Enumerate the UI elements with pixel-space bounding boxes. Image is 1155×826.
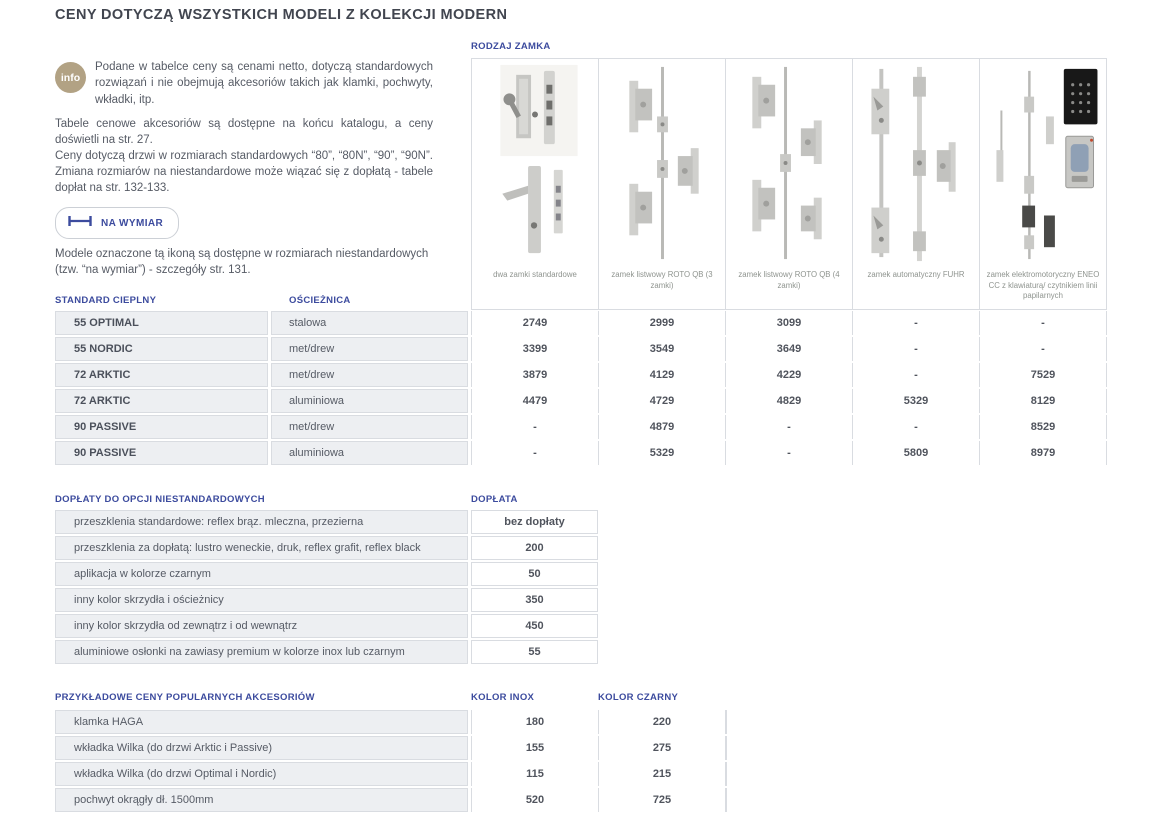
table-row: [55, 389, 1107, 413]
price-cell: 4229: [726, 363, 852, 387]
price-cell: 7529: [980, 363, 1106, 387]
two-standard-locks-image: [472, 59, 598, 267]
accessory-row: [55, 710, 727, 734]
price-cell: -: [853, 311, 979, 335]
accessory-label: wkładka Wilka (do drzwi Arktic i Passive): [55, 736, 468, 760]
price-cell: 4879: [599, 415, 725, 439]
accessories-header: PRZYKŁADOWE CENY POPULARNYCH AKCESORIÓW: [55, 692, 315, 703]
surcharge-row: [55, 640, 598, 664]
surcharge-row: [55, 614, 598, 638]
price-cell: 2749: [472, 311, 598, 335]
surcharge-value: 50: [471, 562, 598, 586]
lock-type-header: RODZAJ ZAMKA: [471, 41, 551, 52]
surcharges-table: [55, 510, 598, 666]
frame-cell: met/drew: [271, 415, 468, 439]
surcharge-row: [55, 588, 598, 612]
thermal-standard-header: STANDARD CIEPLNY: [55, 295, 157, 306]
price-cell: 8129: [980, 389, 1106, 413]
note-accessories: Tabele cenowe akcesoriów są dostępne na końcu katalogu, a ceny doświetli na str. 27.: [55, 118, 433, 147]
accessory-row: [55, 736, 727, 760]
price-cell: -: [853, 363, 979, 387]
price-cell: 3549: [599, 337, 725, 361]
surcharge-label: przeszklenia standardowe: reflex brąz. mleczna, przezierna: [55, 510, 468, 534]
accessory-label: klamka HAGA: [55, 710, 468, 734]
accessory-price-inox: 180: [472, 710, 598, 734]
price-cell: -: [853, 337, 979, 361]
price-cell: -: [472, 441, 598, 465]
surcharge-value-header: DOPŁATA: [471, 494, 518, 505]
model-cell: 55 OPTIMAL: [55, 311, 268, 335]
color-black-header: KOLOR CZARNY: [598, 692, 679, 703]
lock-caption: zamek listwowy ROTO QB (3 zamki): [611, 270, 713, 290]
lock-column-fuhr: [853, 59, 979, 309]
surcharge-row: [55, 536, 598, 560]
price-cell: -: [472, 415, 598, 439]
price-cell: 4479: [472, 389, 598, 413]
lock-column-eneo: [980, 59, 1106, 309]
main-price-table: [55, 311, 1107, 467]
lock-caption: dwa zamki standardowe: [493, 270, 577, 279]
accessories-table: [55, 710, 727, 814]
roto-4-locks-image: [726, 59, 852, 267]
accessory-price-inox: 115: [472, 762, 598, 786]
price-cell: 2999: [599, 311, 725, 335]
fuhr-automatic-lock-image: [853, 59, 979, 267]
page-title: CENY DOTYCZĄ WSZYSTKICH MODELI Z KOLEKCJI MODERN: [55, 7, 508, 23]
price-cell: 4829: [726, 389, 852, 413]
frame-cell: aluminiowa: [271, 441, 468, 465]
price-cell: -: [853, 415, 979, 439]
surcharge-value: bez dopłaty: [471, 510, 598, 534]
surcharges-header: DOPŁATY DO OPCJI NIESTANDARDOWYCH: [55, 494, 265, 505]
frame-cell: aluminiowa: [271, 389, 468, 413]
surcharge-row: [55, 562, 598, 586]
frame-cell: met/drew: [271, 363, 468, 387]
lock-column-standard: [472, 59, 598, 309]
price-cell: 3399: [472, 337, 598, 361]
lock-column-roto-4: [726, 59, 852, 309]
table-row: [55, 415, 1107, 439]
surcharge-value: 350: [471, 588, 598, 612]
accessory-row: [55, 762, 727, 786]
price-cell: 3649: [726, 337, 852, 361]
surcharge-label: przeszklenia za dopłatą: lustro weneckie, druk, reflex grafit, reflex black: [55, 536, 468, 560]
table-row: [55, 311, 1107, 335]
accessory-label: pochwyt okrągły dł. 1500mm: [55, 788, 468, 812]
info-note: Podane w tabelce ceny są cenami netto, dotyczą standardowych rozwiązań i nie obejmują akcesoriów takich jak klamki, pochwyty, wkładki, itp.: [95, 61, 433, 106]
lock-caption: zamek listwowy ROTO QB (4 zamki): [738, 270, 840, 290]
surcharge-value: 200: [471, 536, 598, 560]
notes-block: [55, 116, 433, 196]
accessory-price-black: 275: [599, 736, 725, 760]
surcharge-label: inny kolor skrzydła i ościeżnicy: [55, 588, 468, 612]
lock-caption: zamek automatyczny FUHR: [867, 270, 965, 279]
model-cell: 72 ARKTIC: [55, 363, 268, 387]
price-cell: 8529: [980, 415, 1106, 439]
surcharge-label: aluminiowe osłonki na zawiasy premium w kolorze inox lub czarnym: [55, 640, 468, 664]
model-cell: 90 PASSIVE: [55, 415, 268, 439]
na-wymiar-badge: [55, 207, 179, 239]
price-cell: 3099: [726, 311, 852, 335]
price-cell: 3879: [472, 363, 598, 387]
price-cell: 5329: [853, 389, 979, 413]
color-inox-header: KOLOR INOX: [471, 692, 535, 703]
table-row: [55, 363, 1107, 387]
accessory-price-black: 220: [599, 710, 725, 734]
lock-caption: zamek elektromotoryczny ENEO CC z klawiaturą/ czytnikiem linii papilarnych: [986, 270, 1100, 301]
eneo-electromotoric-lock-image: [980, 59, 1106, 267]
accessory-price-inox: 155: [472, 736, 598, 760]
table-row: [55, 441, 1107, 465]
price-cell: 5809: [853, 441, 979, 465]
price-cell: 5329: [599, 441, 725, 465]
price-cell: 8979: [980, 441, 1106, 465]
model-cell: 72 ARKTIC: [55, 389, 268, 413]
lock-type-panel: [471, 58, 1107, 310]
price-cell: -: [980, 337, 1106, 361]
frame-cell: stalowa: [271, 311, 468, 335]
price-cell: -: [726, 415, 852, 439]
frame-header: OŚCIEŻNICA: [289, 295, 351, 306]
price-cell: 4729: [599, 389, 725, 413]
accessory-price-inox: 520: [472, 788, 598, 812]
note-sizes: Ceny dotyczą drzwi w rozmiarach standardowych “80”, “80N”, “90”, “90N”. Zmiana rozmiarów na niestandardowe może wiązać się z dopłatą - tabele dopłat na str. 132-133.: [55, 150, 433, 195]
price-cell: -: [980, 311, 1106, 335]
info-icon-label: info: [60, 71, 81, 84]
surcharge-label: aplikacja w kolorze czarnym: [55, 562, 468, 586]
accessory-price-black: 725: [599, 788, 725, 812]
accessory-row: [55, 788, 727, 812]
lock-column-roto-3: [599, 59, 725, 309]
accessory-label: wkładka Wilka (do drzwi Optimal i Nordic): [55, 762, 468, 786]
model-cell: 55 NORDIC: [55, 337, 268, 361]
ruler-icon: [68, 214, 92, 232]
na-wymiar-label: NA WYMIAR: [101, 217, 164, 229]
frame-cell: met/drew: [271, 337, 468, 361]
table-row: [55, 337, 1107, 361]
info-icon: [55, 62, 86, 93]
surcharge-value: 55: [471, 640, 598, 664]
price-cell: 4129: [599, 363, 725, 387]
note-custom-sizes: Modele oznaczone tą ikoną są dostępne w rozmiarach niestandardowych (tzw. “na wymiar”) - szczegóły str. 131.: [55, 248, 429, 277]
roto-3-locks-image: [599, 59, 725, 267]
accessory-price-black: 215: [599, 762, 725, 786]
surcharge-row: [55, 510, 598, 534]
surcharge-value: 450: [471, 614, 598, 638]
surcharge-label: inny kolor skrzydła od zewnątrz i od wewnątrz: [55, 614, 468, 638]
model-cell: 90 PASSIVE: [55, 441, 268, 465]
price-cell: -: [726, 441, 852, 465]
